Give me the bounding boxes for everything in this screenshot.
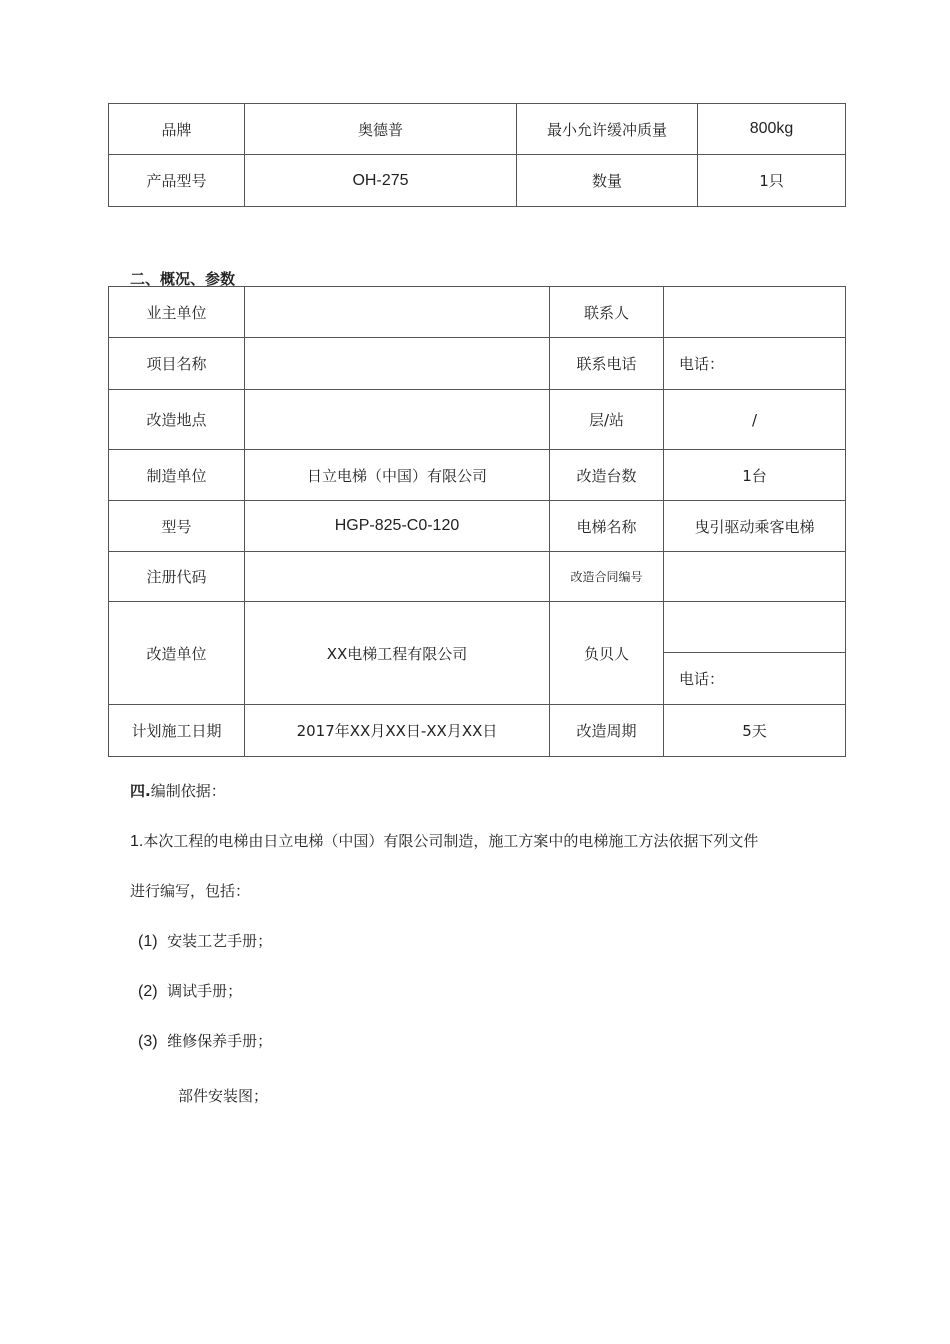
overview-table: [108, 286, 846, 757]
brand-value: 奥德普: [245, 104, 517, 155]
min-buffer-mass-value: 800kg: [698, 104, 846, 155]
person-in-charge-label: 负贝人: [550, 602, 664, 705]
list-item-parts-drawing: 部件安装图；: [178, 1087, 269, 1105]
manufacturer-label: 制造单位: [109, 450, 245, 501]
renovation-period-label: 改造周期: [550, 705, 664, 757]
list-item: [138, 1030, 272, 1051]
contract-number-value: [664, 552, 846, 602]
paragraph-1-number: 1.: [130, 833, 144, 850]
list-item-number: (3): [138, 1033, 158, 1050]
registration-code-label: 注册代码: [109, 552, 245, 602]
project-name-label: 项目名称: [109, 338, 245, 390]
overview-row: [109, 705, 846, 757]
contact-value: [664, 287, 846, 338]
model-value: HGP-825-C0-120: [245, 501, 550, 552]
overview-row: [109, 287, 846, 338]
list-item: [138, 980, 242, 1001]
renovation-period-value: 5天: [664, 705, 846, 757]
elevator-name-value: 曳引驱动乘客电梯: [664, 501, 846, 552]
owner-label: 业主单位: [109, 287, 245, 338]
list-item-text: 调试手册；: [167, 982, 243, 1000]
list-item-text: 安装工艺手册；: [167, 932, 273, 950]
overview-row: [109, 390, 846, 450]
overview-row: [109, 450, 846, 501]
product-model-label: 产品型号: [109, 155, 245, 207]
paragraph-1-line-2: 进行编写，包括：: [130, 882, 251, 900]
planned-date-label: 计划施工日期: [109, 705, 245, 757]
product-row-2: [109, 155, 846, 207]
list-item-text: 维修保养手册；: [167, 1032, 273, 1050]
renovator-value: XX电梯工程有限公司: [245, 602, 550, 705]
section-4-heading: [130, 780, 226, 801]
project-name-value: [245, 338, 550, 390]
paragraph-1-line-1: 本次工程的电梯由日立电梯（中国）有限公司制造，施工方案中的电梯施工方法依据下列文件: [143, 832, 759, 850]
floors-stations-label: 层/站: [550, 390, 664, 450]
quantity-value: 1只: [698, 155, 846, 207]
overview-row: [109, 501, 846, 552]
section-2-heading: 二、概况、参数: [130, 270, 236, 288]
section-4-number: 四.: [130, 782, 151, 800]
overview-row: [109, 338, 846, 390]
product-model-value: OH-275: [245, 155, 517, 207]
registration-code-value: [245, 552, 550, 602]
person-in-charge-value: [664, 602, 846, 653]
overview-row: [109, 602, 846, 653]
contact-phone-label: 联系电话: [550, 338, 664, 390]
contact-phone-value: 电话：: [664, 338, 846, 390]
overview-row: [109, 552, 846, 602]
model-label: 型号: [109, 501, 245, 552]
unit-count-value: 1台: [664, 450, 846, 501]
product-table: [108, 103, 846, 207]
product-row-1: [109, 104, 846, 155]
elevator-name-label: 电梯名称: [550, 501, 664, 552]
manufacturer-value: 日立电梯（中国）有限公司: [245, 450, 550, 501]
min-buffer-mass-label: 最小允许缓冲质量: [517, 104, 698, 155]
planned-date-value: 2017年XX月XX日-XX月XX日: [245, 705, 550, 757]
paragraph-1: [130, 830, 758, 851]
site-value: [245, 390, 550, 450]
owner-value: [245, 287, 550, 338]
floors-stations-value: /: [664, 390, 846, 450]
renovator-label: 改造单位: [109, 602, 245, 705]
list-item-number: (2): [138, 983, 158, 1000]
section-4-title: 编制依据：: [150, 782, 226, 800]
list-item-number: (1): [138, 933, 158, 950]
person-phone-value: 电话：: [664, 653, 846, 705]
brand-label: 品牌: [109, 104, 245, 155]
contract-number-label: 改造合同编号: [550, 552, 664, 602]
quantity-label: 数量: [517, 155, 698, 207]
unit-count-label: 改造台数: [550, 450, 664, 501]
contact-label: 联系人: [550, 287, 664, 338]
list-item: [138, 930, 272, 951]
site-label: 改造地点: [109, 390, 245, 450]
